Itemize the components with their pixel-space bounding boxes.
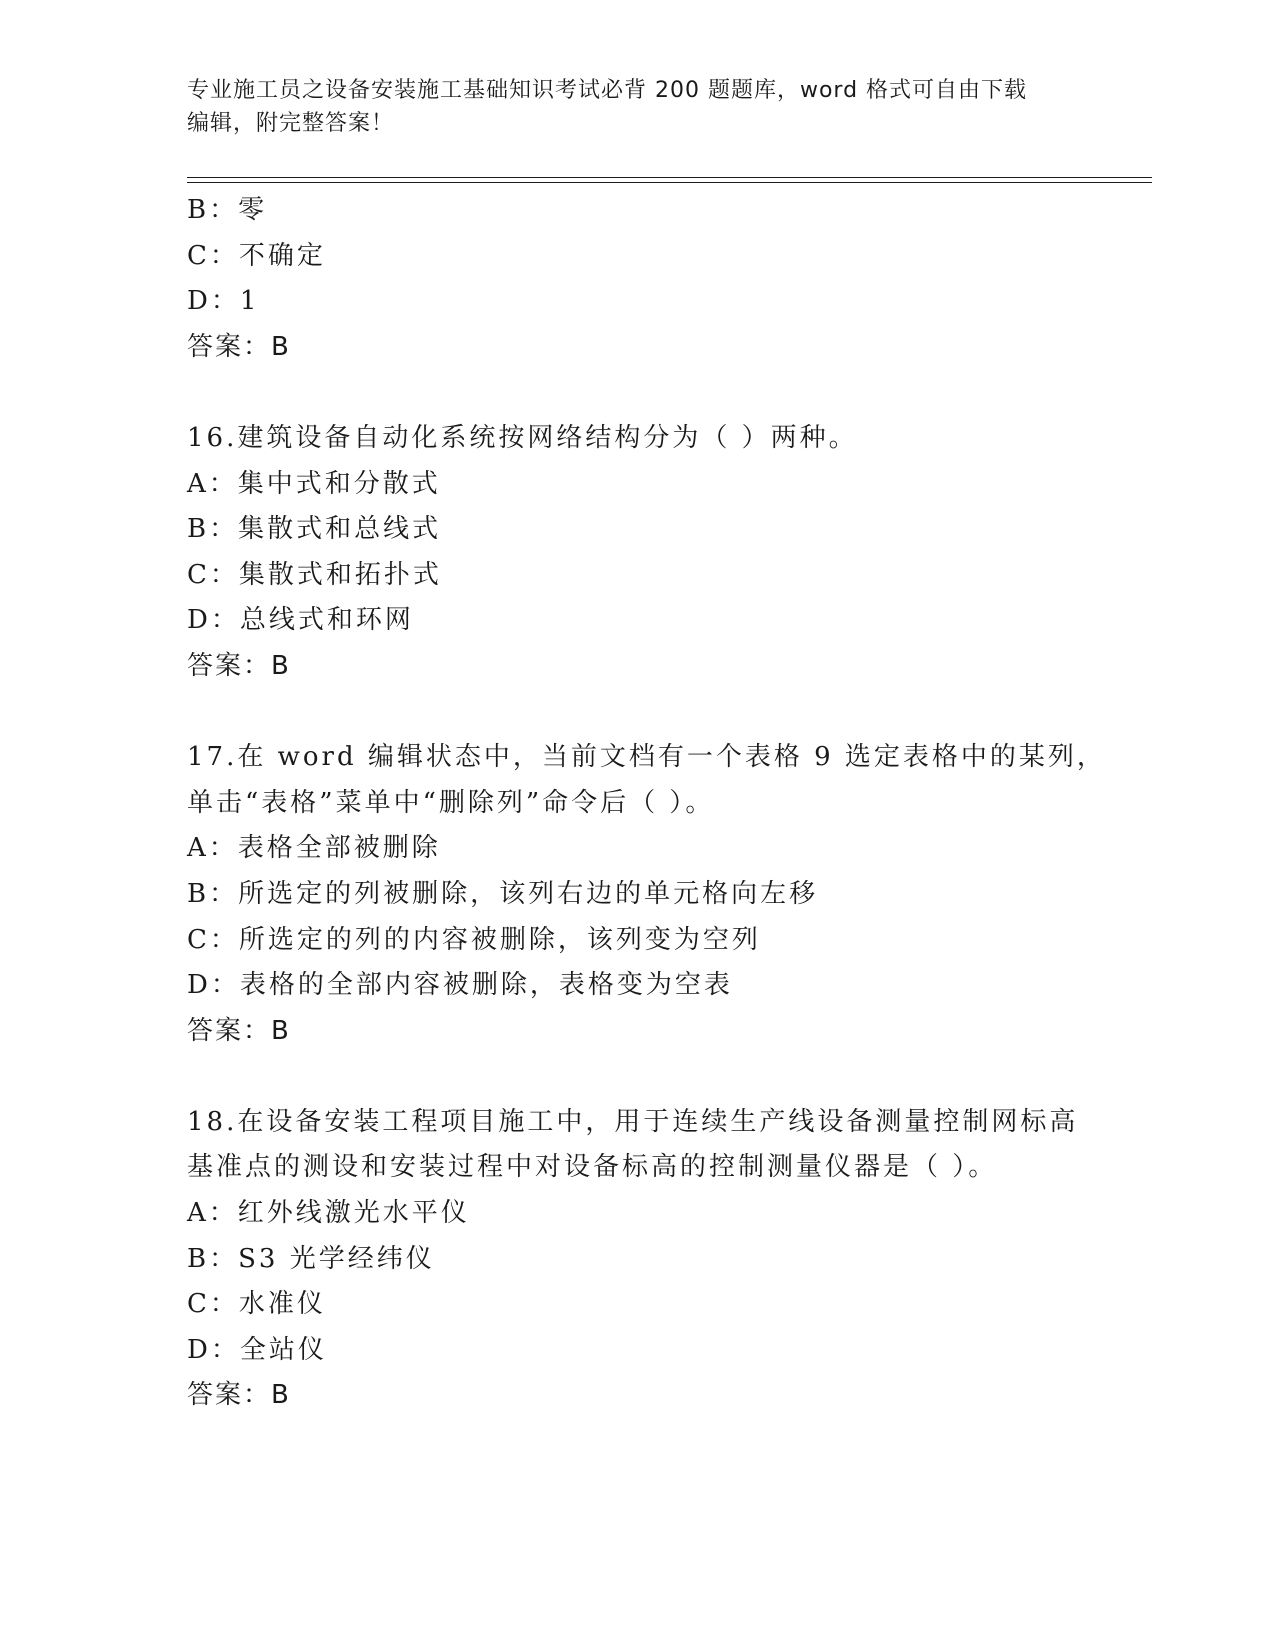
answer: 答案：B: [187, 1015, 291, 1046]
header-divider-bottom: [187, 182, 1152, 183]
question-17: [187, 735, 1106, 1054]
option-c: C：集散式和拓扑式: [187, 559, 442, 590]
question-text-line-1: 17.在 word 编辑状态中，当前文档有一个表格 9 选定表格中的某列，: [187, 742, 1106, 773]
question-text-line-2: 单击“表格”菜单中“删除列”命令后（ ）。: [187, 787, 715, 818]
document-header: [187, 74, 1087, 140]
answer: 答案：B: [187, 650, 291, 681]
option-c: C：不确定: [187, 240, 326, 271]
spacer: [187, 1054, 1087, 1100]
option-c: C：水准仪: [187, 1289, 326, 1320]
option-d: D：1: [187, 286, 260, 317]
option-a: A：集中式和分散式: [187, 468, 441, 499]
option-b: B：零: [187, 195, 268, 225]
question-list: [187, 188, 1106, 1419]
header-divider-top: [187, 177, 1152, 178]
option-b: B：所选定的列被删除，该列右边的单元格向左移: [187, 878, 819, 909]
question-text: 16.建筑设备自动化系统按网络结构分为（ ）两种。: [187, 422, 858, 453]
question-15: [187, 188, 1087, 370]
option-c: C：所选定的列的内容被删除，该列变为空列: [187, 924, 761, 955]
option-d: D：全站仪: [187, 1334, 327, 1365]
header-line-2: 编辑，附完整答案！: [187, 111, 395, 136]
option-a: A：红外线激光水平仪: [187, 1198, 470, 1229]
question-text-line-1: 18.在设备安装工程项目施工中，用于连续生产线设备测量控制网标高: [187, 1106, 1079, 1137]
option-b: B：S3 光学经纬仪: [187, 1243, 435, 1274]
spacer: [187, 370, 1087, 416]
option-a: A：表格全部被删除: [187, 833, 441, 864]
answer: 答案：B: [187, 331, 291, 362]
question-16: [187, 416, 1087, 690]
question-18: [187, 1100, 1087, 1419]
option-d: D：表格的全部内容被删除，表格变为空表: [187, 970, 733, 1001]
header-line-1: 专业施工员之设备安装施工基础知识考试必背 200 题题库，word 格式可自由下载: [187, 78, 1028, 103]
spacer: [187, 690, 1087, 736]
question-text-line-2: 基准点的测设和安装过程中对设备标高的控制测量仪器是（ ）。: [187, 1152, 998, 1183]
answer: 答案：B: [187, 1380, 291, 1411]
option-b: B：集散式和总线式: [187, 514, 442, 545]
option-d: D：总线式和环网: [187, 605, 414, 636]
